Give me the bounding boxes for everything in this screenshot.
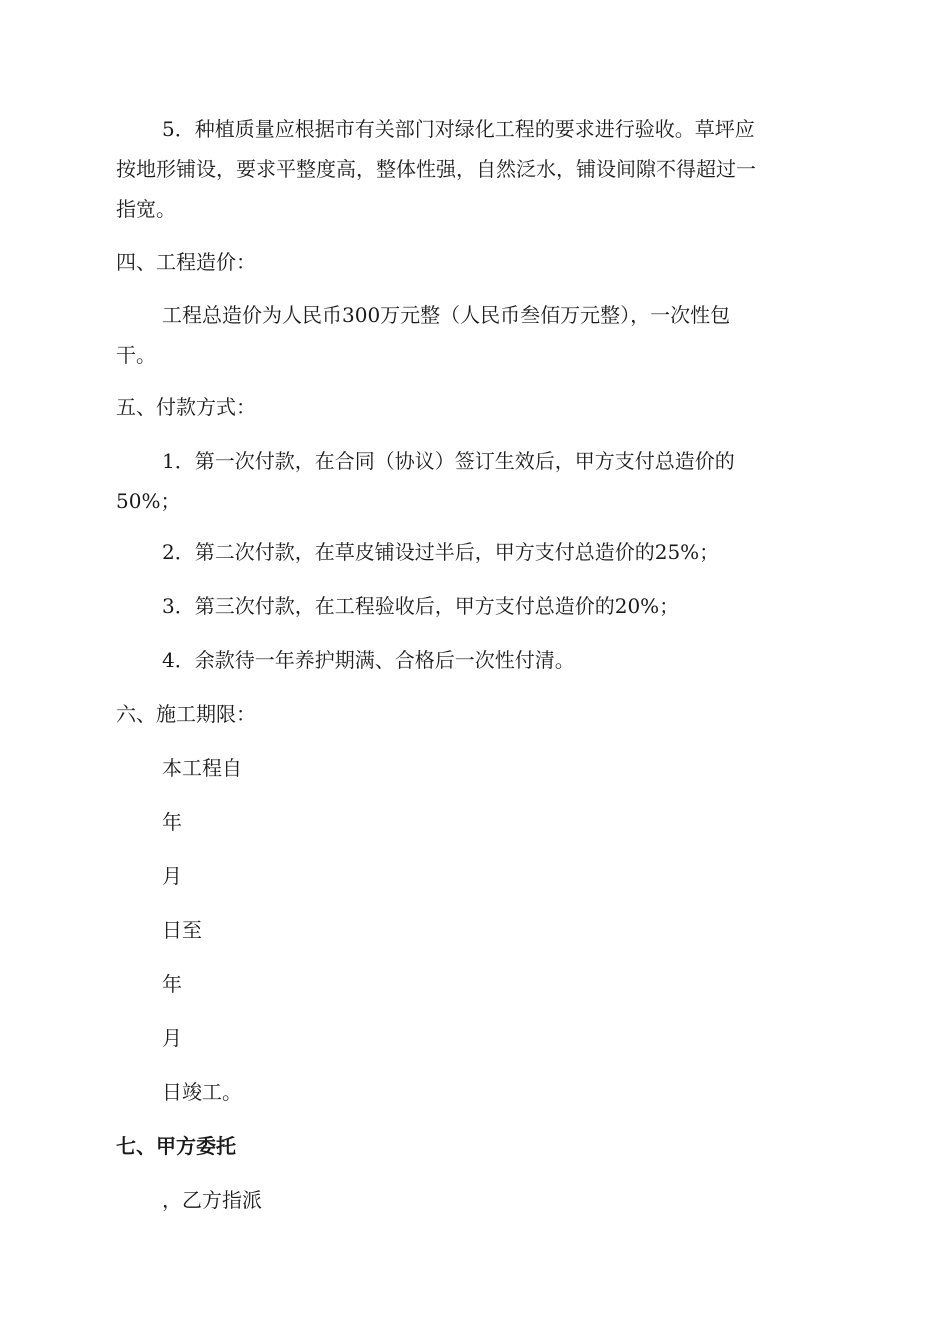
text-line: 指宽。 <box>116 197 176 221</box>
schedule-month-2: 月 <box>162 1026 182 1050</box>
text-line: 1．第一次付款，在合同（协议）签订生效后，甲方支付总造价的 <box>162 449 735 473</box>
paragraph-project-cost <box>116 295 836 375</box>
heading-payment-method: 五、付款方式： <box>116 395 256 419</box>
paragraph-planting-quality <box>116 109 836 229</box>
heading-party-a-entrust: 七、甲方委托 <box>116 1134 236 1158</box>
paragraph-payment-1 <box>116 441 836 521</box>
schedule-year-1: 年 <box>162 810 182 834</box>
schedule-from: 本工程自 <box>162 756 242 780</box>
paragraph-payment-4: 4．余款待一年养护期满、合格后一次性付清。 <box>162 648 575 672</box>
heading-construction-period: 六、施工期限： <box>116 702 256 726</box>
text-line: 5．种植质量应根据市有关部门对绿化工程的要求进行验收。草坪应 <box>162 117 755 141</box>
schedule-year-2: 年 <box>162 972 182 996</box>
text-line: 工程总造价为人民币300万元整（人民币叁佰万元整），一次性包 <box>162 303 731 327</box>
heading-project-cost: 四、工程造价： <box>116 250 256 274</box>
schedule-month-1: 月 <box>162 864 182 888</box>
text-line: 按地形铺设，要求平整度高，整体性强，自然泛水，铺设间隙不得超过一 <box>116 157 756 181</box>
schedule-day-to: 日至 <box>162 918 202 942</box>
text-line: 50%； <box>116 489 181 513</box>
schedule-day-end: 日竣工。 <box>162 1080 242 1104</box>
paragraph-party-b-assign: ，乙方指派 <box>162 1188 262 1212</box>
paragraph-payment-2: 2．第二次付款，在草皮铺设过半后，甲方支付总造价的25%； <box>162 540 720 564</box>
paragraph-payment-3: 3．第三次付款，在工程验收后，甲方支付总造价的20%； <box>162 594 680 618</box>
text-line: 干。 <box>116 343 156 367</box>
